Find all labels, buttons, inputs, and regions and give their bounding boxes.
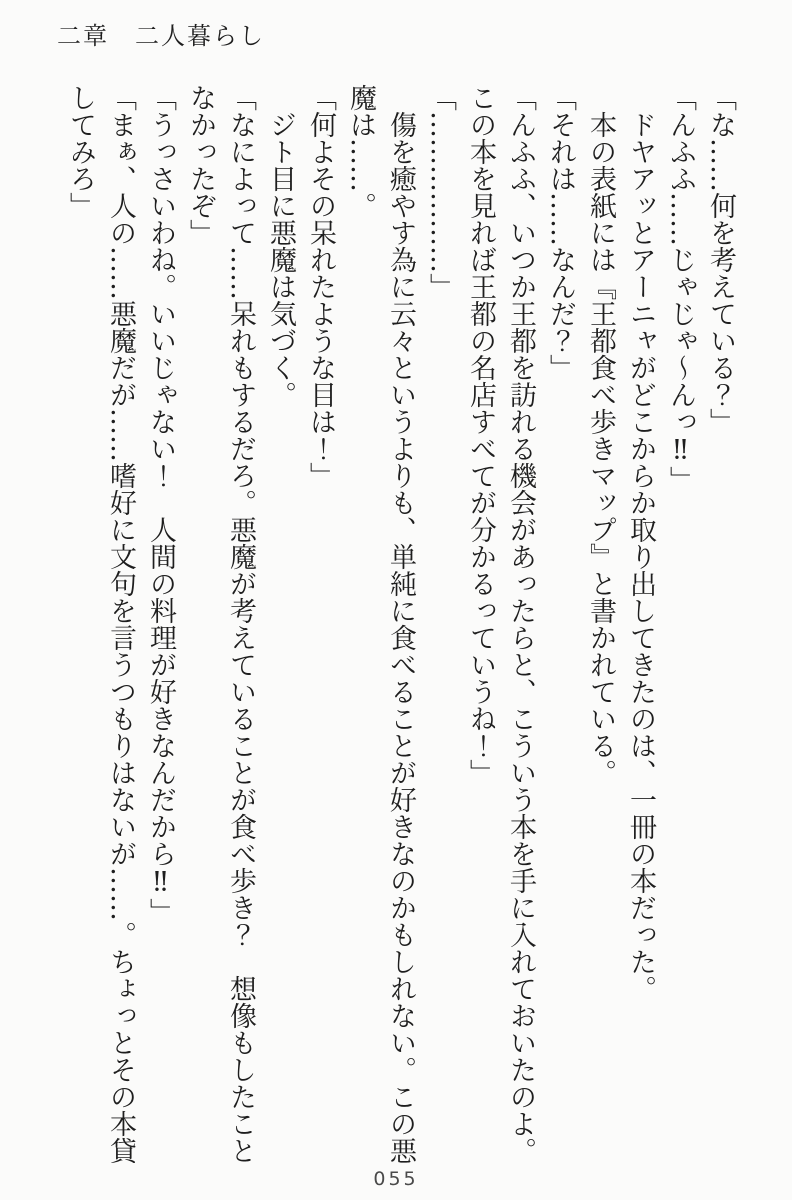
text-line: 「………………」 (425, 84, 456, 300)
text-line: なかったぞ」 (185, 84, 216, 246)
text-line: 「まぁ、人の……悪魔だが……嗜好に文句を言うつもりはないが……。ちょっとその本貸 (105, 84, 136, 1164)
text-line: この本を見れば王都の名店すべてが分かるっていうね！」 (465, 84, 496, 786)
text-line: ドヤアッとアーニャがどこからか取り出してきたのは、一冊の本だった。 (625, 111, 656, 1002)
text-line: 「それは……なんだ？」 (545, 84, 576, 381)
text-line: ジト目に悪魔は気づく。 (265, 111, 296, 408)
chapter-header: 二章 二人暮らし (57, 22, 265, 50)
text-line: 本の表紙には『王都食べ歩きマップ』と書かれている。 (585, 111, 616, 786)
text-line: 傷を癒やす為に云々というよりも、単純に食べることが好きなのかもしれない。この悪 (385, 111, 416, 1164)
text-line: 「何よその呆れたような目は！」 (305, 84, 336, 489)
page-number: 055 (373, 1168, 419, 1190)
text-line: 魔は……。 (345, 84, 376, 219)
body-text-block (60, 84, 740, 1169)
text-line: 「んふふ……じゃじゃ～んっ‼」 (665, 84, 696, 493)
text-line: 「なによって……呆れもするだろ。悪魔が考えていることが食べ歩き？ 想像もしたこと (225, 84, 256, 1164)
text-line: してみろ」 (65, 84, 96, 219)
text-line: 「んふふ、いつか王都を訪れる機会があったらと、こういう本を手に入れておいたのよ。 (505, 84, 536, 1164)
text-line: 「な……何を考えている？」 (705, 84, 736, 435)
text-line: 「うっさいわね。いいじゃない！ 人間の料理が好きなんだから‼」 (145, 84, 176, 925)
